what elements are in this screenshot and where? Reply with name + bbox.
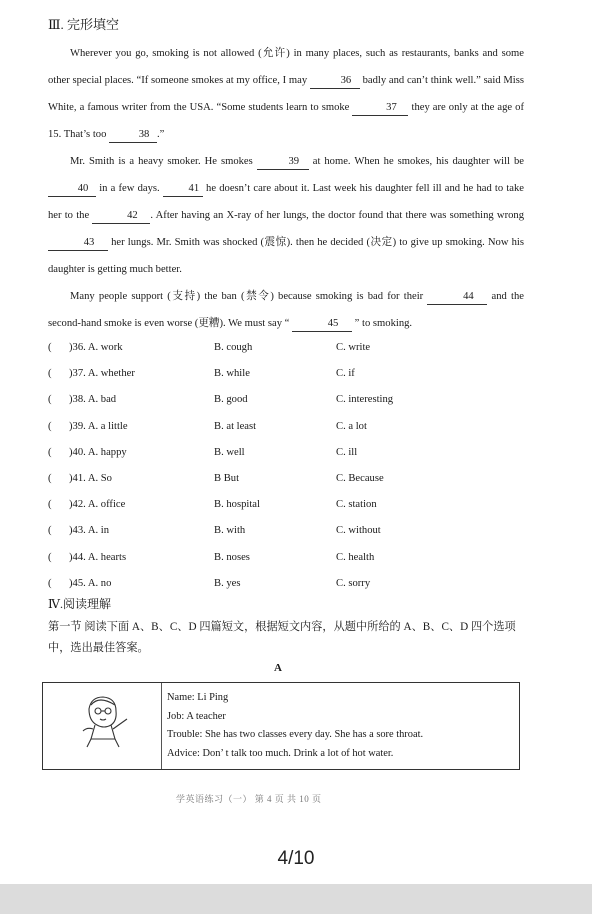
blank-39[interactable]: 39: [257, 155, 309, 170]
answer-paren[interactable]: (: [48, 551, 52, 563]
blank-38[interactable]: 38: [109, 128, 157, 143]
cloze-options-list: [48, 336, 508, 598]
option-row: [48, 493, 508, 519]
option-a: )39. A. a little: [69, 420, 128, 432]
answer-paren[interactable]: (: [48, 577, 52, 589]
page-indicator: 4/10: [277, 848, 315, 869]
answer-paren[interactable]: (: [48, 472, 52, 484]
option-row: [48, 467, 508, 493]
option-a: )42. A. office: [69, 499, 126, 511]
option-a: )38. A. bad: [69, 394, 117, 406]
option-b: B. noses: [214, 551, 250, 563]
cloze-paragraph-2: Mr. Smith is a heavy smoker. He smokes 39 at home. When he smokes, his daughter will be 40 in a few days. 41 he doesn’t care about it. Last week his daughter fell ill and he had to take her to the 42 . After having an X-ray of her lungs, the doctor found that there was something wrong 43 her lungs. Mr. Smith was shocked (震惊). then he decided (决定) to give up smoking. Now his daughter is getting much better.: [48, 156, 524, 275]
option-a: )43. A. in: [69, 525, 110, 537]
option-c: C. sorry: [336, 577, 371, 589]
blank-40[interactable]: 40: [48, 182, 96, 197]
info-card: [42, 682, 520, 770]
option-b: B But: [214, 472, 240, 484]
blank-43[interactable]: 43: [48, 236, 108, 251]
blank-41[interactable]: 41: [163, 182, 203, 197]
option-c: C. without: [336, 525, 381, 537]
cloze-paragraph-3: Many people support (支持) the ban (禁令) because smoking is bad for their 44 and the second-hand smoke is even worse (更糟). We must say “ 45 ” to smoking.: [48, 283, 524, 337]
answer-paren[interactable]: (: [48, 525, 52, 537]
option-row: [48, 336, 508, 362]
option-row: [48, 415, 508, 441]
option-b: B. with: [214, 525, 246, 537]
answer-paren[interactable]: (: [48, 368, 52, 380]
section-3-title: Ⅲ. 完形填空: [48, 17, 120, 32]
card-details: [167, 689, 423, 763]
card-name: Name: Li Ping: [167, 692, 229, 703]
answer-paren[interactable]: (: [48, 446, 52, 458]
option-row: [48, 546, 508, 572]
blank-45[interactable]: 45: [292, 317, 352, 332]
answer-paren[interactable]: (: [48, 342, 52, 353]
option-c: C. station: [336, 499, 377, 511]
option-b: B. cough: [214, 342, 253, 353]
section-4-title: Ⅳ.阅读理解: [48, 597, 111, 611]
card-divider: [161, 683, 162, 769]
option-c: C. write: [336, 342, 371, 353]
teacher-sketch-icon: [73, 691, 133, 751]
viewer-bottom-bar: [0, 884, 592, 914]
blank-36[interactable]: 36: [310, 74, 360, 89]
option-a: )41. A. So: [69, 472, 112, 484]
option-a: )37. A. whether: [69, 368, 135, 380]
option-row: [48, 441, 508, 467]
blank-42[interactable]: 42: [92, 209, 150, 224]
option-row: [48, 519, 508, 545]
option-b: B. at least: [214, 420, 257, 432]
option-row: [48, 572, 508, 598]
blank-37[interactable]: 37: [352, 101, 408, 116]
option-a: )36. A. work: [69, 342, 123, 353]
option-row: [48, 388, 508, 414]
answer-paren[interactable]: (: [48, 394, 52, 406]
reading-instructions: 第一节 阅读下面 A、B、C、D 四篇短文，根据短文内容，从题中所给的 A、B、C、D 四个选项中，选出最佳答案。: [48, 621, 516, 654]
option-b: B. hospital: [214, 499, 260, 511]
option-c: C. if: [336, 368, 355, 380]
option-b: B. well: [214, 446, 245, 458]
option-c: C. health: [336, 551, 375, 563]
cloze-paragraph-1: Wherever you go, smoking is not allowed (允许) in many places, such as restaurants, banks and some other special places. “If someone smokes at my office, I may 36 badly and can’t think well.” said Miss White, a famous writer from the USA. “Some students learn to smoke 37 they are only at the age of 15. That’s too 38 .”: [48, 40, 524, 148]
option-c: C. ill: [336, 446, 358, 458]
blank-44[interactable]: 44: [427, 290, 487, 305]
option-a: )44. A. hearts: [69, 551, 127, 563]
option-a: )40. A. happy: [69, 446, 127, 458]
card-trouble: Trouble: She has two classes every day. She has a sore throat.: [167, 729, 424, 740]
option-c: C. interesting: [336, 394, 394, 406]
answer-paren[interactable]: (: [48, 420, 52, 432]
passage-label: A: [274, 662, 282, 674]
card-advice: Advice: Don’ t talk too much. Drink a lot of hot water.: [167, 747, 394, 759]
option-b: B. while: [214, 368, 250, 380]
option-a: )45. A. no: [69, 577, 112, 589]
option-c: C. a lot: [336, 420, 367, 432]
option-b: B. yes: [214, 577, 241, 589]
card-job: Job: A teacher: [167, 710, 226, 722]
option-row: [48, 362, 508, 388]
option-c: C. Because: [336, 472, 384, 484]
page-footer-text: 学英语练习（一） 第 4 页 共 10 页: [176, 794, 322, 804]
answer-paren[interactable]: (: [48, 499, 52, 511]
option-b: B. good: [214, 394, 248, 406]
